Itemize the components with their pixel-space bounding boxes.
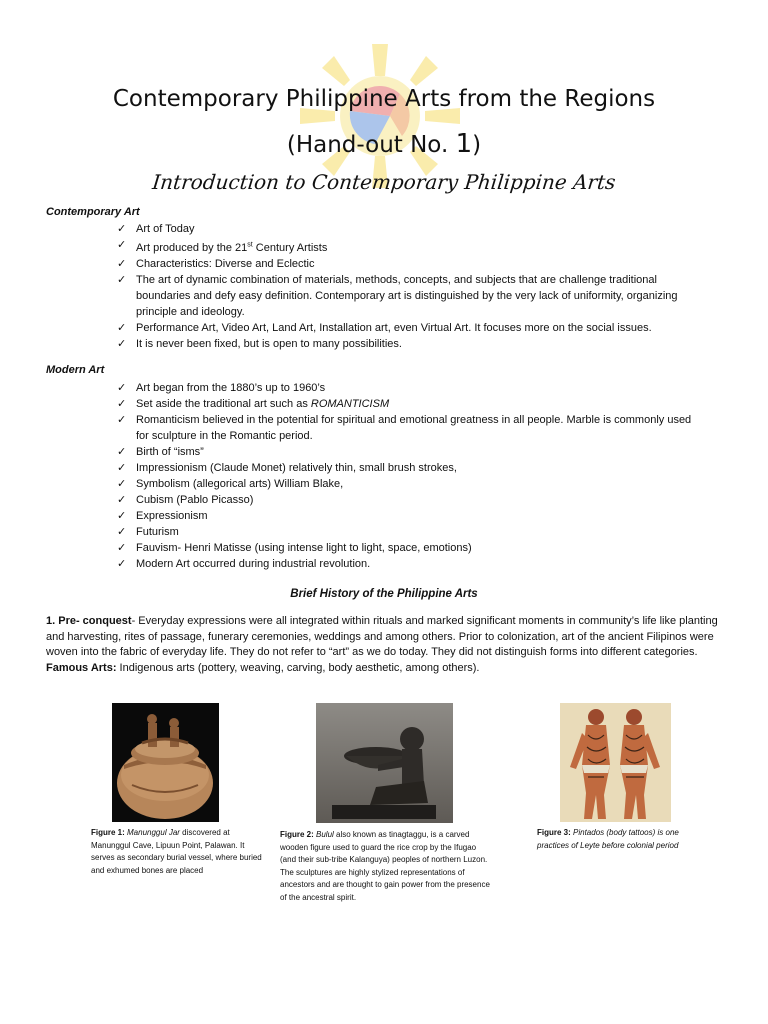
figure-text: (body tattoos) is one practices of Leyte before colonial period xyxy=(537,828,679,850)
checkmark-icon: ✓ xyxy=(117,494,127,506)
philippine-sun-logo xyxy=(290,38,470,188)
list-item xyxy=(117,444,707,460)
checkmark-icon: ✓ xyxy=(117,558,127,570)
modern-art-heading: Modern Art xyxy=(46,364,105,376)
list-item-text: Symbolism (allegorical arts) William Blake, xyxy=(136,478,344,490)
introduction-heading: Introduction to Contemporary Philippine Arts xyxy=(151,170,617,194)
list-item xyxy=(117,508,707,524)
list-item xyxy=(117,380,707,396)
figure-2-caption xyxy=(280,829,490,904)
list-item xyxy=(117,396,707,412)
checkmark-icon: ✓ xyxy=(117,273,127,286)
checkmark-icon: ✓ xyxy=(117,526,127,538)
handout-prefix: (Hand-out No. xyxy=(286,132,456,158)
list-item-text: Expressionism xyxy=(136,510,208,522)
list-item xyxy=(117,524,707,540)
list-item-text: Art began from the 1880’s up to 1960’s xyxy=(136,382,326,394)
list-item-text: Cubism (Pablo Picasso) xyxy=(136,494,254,506)
list-item-text: It is never been fixed, but is open to many possibilities. xyxy=(136,337,402,350)
list-item-text: Characteristics: Diverse and Eclectic xyxy=(136,257,315,270)
list-item xyxy=(117,556,707,572)
figure-label: Figure 2: xyxy=(280,830,314,839)
checkmark-icon: ✓ xyxy=(117,510,127,522)
list-item-text: Futurism xyxy=(136,526,179,538)
famous-arts-text: Indigenous arts (pottery, weaving, carving, body aesthetic, among others). xyxy=(116,661,480,674)
list-item-text: Romanticism believed in the potential for spiritual and emotional greatness in all people. Marble is commonly used for sculpture in the Romantic period. xyxy=(136,414,692,442)
checkmark-icon: ✓ xyxy=(117,414,127,426)
checkmark-icon: ✓ xyxy=(117,337,127,350)
modern-art-list xyxy=(117,380,707,572)
list-item xyxy=(117,460,707,476)
document-title: Contemporary Philippine Arts from the Regions xyxy=(112,86,656,112)
figure-label: Figure 1: xyxy=(91,828,125,837)
pre-conquest-paragraph xyxy=(46,614,724,676)
manunggul-jar-illustration xyxy=(112,703,219,822)
list-item-text: Set aside the traditional art such as xyxy=(136,398,311,410)
figure-name: Bulul xyxy=(316,830,334,839)
figure-text: discovered at Manunggul Cave, Lipuun Point, Palawan. It serves as secondary burial vessel, where buried and exhumed bones are placed xyxy=(91,828,262,875)
pintados-illustration xyxy=(560,703,671,822)
list-item xyxy=(117,237,707,256)
list-item xyxy=(117,320,707,336)
list-item xyxy=(117,492,707,508)
figure-text: also known as tinagtaggu, is a carved wooden figure used to guard the rice crop by the Ifugao (and their sub-tribe Kalanguya) peoples of northern Luzon. The sculptures are highly stylized representations of ancestors and are thought to gain power from the presence of the ancestral spirit. xyxy=(280,830,490,902)
list-item-text: Art of Today xyxy=(136,223,195,235)
handout-suffix: ) xyxy=(472,132,482,158)
famous-arts-label: Famous Arts: xyxy=(46,661,117,674)
figure-3-caption xyxy=(537,827,709,852)
list-item-text: The art of dynamic combination of materials, methods, concepts, and subjects that are challenge traditional boundaries and defy easy definition. Contemporary art is distinguished by the very lack of uniformity, organizing principle and ideology. xyxy=(136,273,678,318)
pre-conquest-label: 1. Pre- conquest xyxy=(46,615,132,627)
list-item-text: Modern Art occurred during industrial revolution. xyxy=(136,558,371,570)
contemporary-art-heading: Contemporary Art xyxy=(46,206,140,218)
figure-1-image xyxy=(112,703,219,822)
list-item-text: Impressionism (Claude Monet) relatively thin, small brush strokes, xyxy=(136,462,457,474)
figure-name: Pintados xyxy=(573,828,605,837)
list-item-text: Birth of “isms” xyxy=(136,446,204,458)
list-item xyxy=(117,256,707,272)
list-item-text: Art produced by the 21st Century Artists xyxy=(136,241,328,254)
checkmark-icon: ✓ xyxy=(117,239,127,251)
checkmark-icon: ✓ xyxy=(117,257,127,270)
pre-conquest-text: - Everyday expressions were all integrated within rituals and marked significant moments in community’s life like planting and harvesting, rites of passage, funerary ceremonies, weddings and among others. Prior to colonization, art of the ancient Filipinos were woven into the fabric of everyday life. They do not refer to “art” as we do today. They did not distinguish forms into different categories. xyxy=(46,615,718,658)
list-item xyxy=(117,336,707,352)
checkmark-icon: ✓ xyxy=(117,462,127,474)
checkmark-icon: ✓ xyxy=(117,382,127,394)
checkmark-icon: ✓ xyxy=(117,542,127,554)
list-item xyxy=(117,412,707,444)
figure-label: Figure 3: xyxy=(537,828,571,837)
figure-name: Manunggul Jar xyxy=(127,828,180,837)
figure-1-caption xyxy=(91,827,263,877)
contemporary-art-list xyxy=(117,221,707,352)
list-item xyxy=(117,272,707,320)
checkmark-icon: ✓ xyxy=(117,478,127,490)
checkmark-icon: ✓ xyxy=(117,223,127,235)
checkmark-icon: ✓ xyxy=(117,446,127,458)
list-item xyxy=(117,540,707,556)
checkmark-icon: ✓ xyxy=(117,398,127,410)
handout-number: 1 xyxy=(455,129,473,159)
figure-2-image xyxy=(316,703,453,823)
document-subtitle-handout xyxy=(0,129,768,159)
checkmark-icon: ✓ xyxy=(117,321,127,334)
bulul-illustration xyxy=(316,703,453,823)
list-item-text: Fauvism- Henri Matisse (using intense light to light, space, emotions) xyxy=(136,542,472,554)
brief-history-heading: Brief History of the Philippine Arts xyxy=(290,588,478,600)
figure-3-image xyxy=(560,703,671,822)
list-item xyxy=(117,476,707,492)
list-item xyxy=(117,221,707,237)
list-item-text: Performance Art, Video Art, Land Art, Installation art, even Virtual Art. It focuses more on the social issues. xyxy=(136,321,652,334)
romanticism-term: ROMANTICISM xyxy=(310,398,390,410)
